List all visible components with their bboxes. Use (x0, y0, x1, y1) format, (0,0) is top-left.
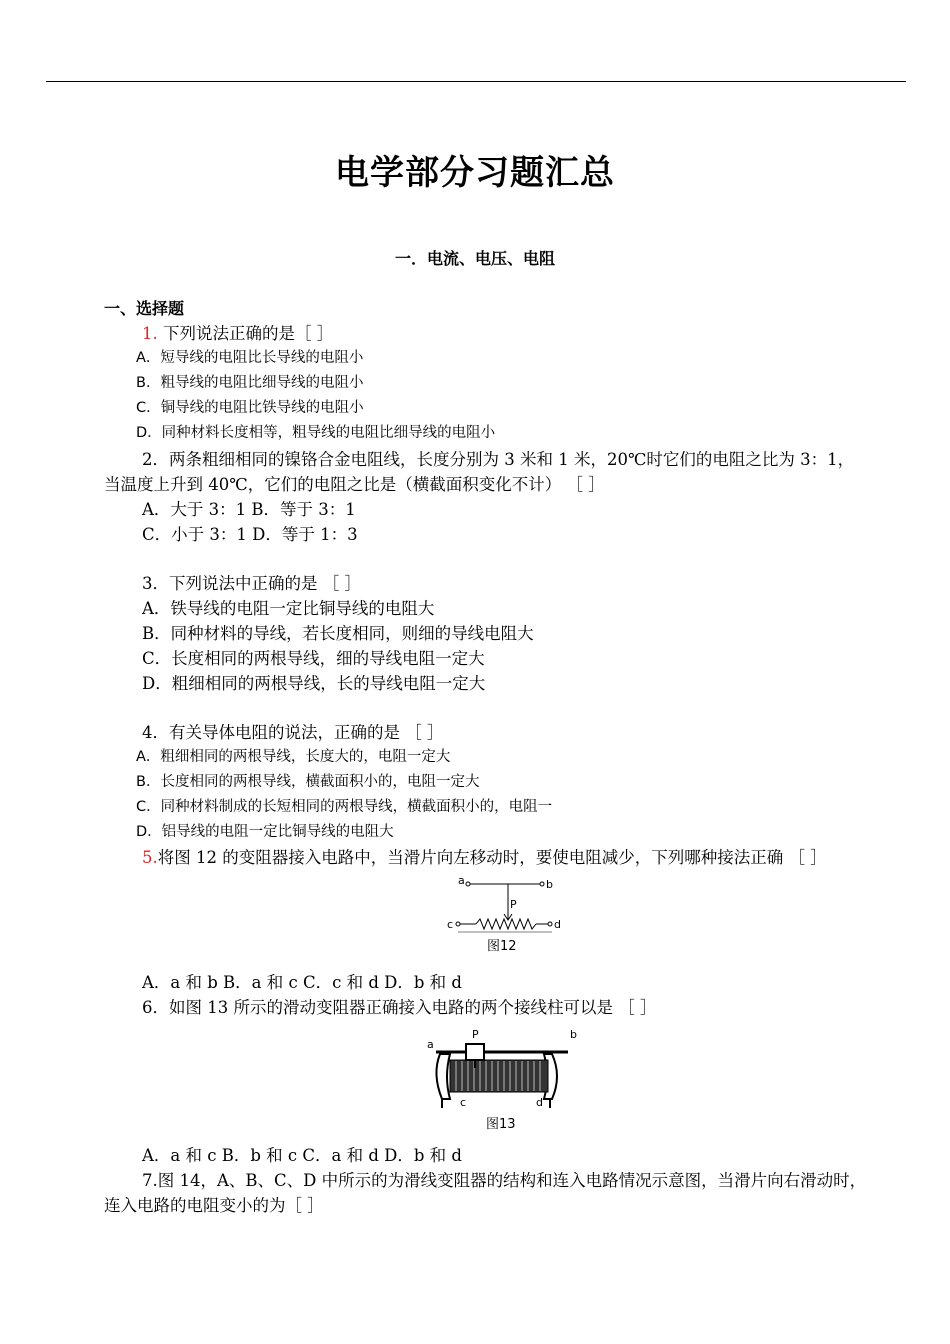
figure-12-label-b: b (546, 878, 553, 891)
question-4-stem: 4．有关导体电阻的说法，正确的是 ［ ］ (142, 723, 444, 742)
question-3-option-a: A．铁导线的电阻一定比铜导线的电阻大 (142, 599, 435, 618)
question-1-option-a: A．短导线的电阻比长导线的电阻小 (136, 350, 364, 366)
figure-12-caption: 图12 (487, 939, 517, 954)
figure-12-label-d: d (554, 918, 561, 931)
figure-13-caption: 图13 (486, 1117, 516, 1132)
question-4-option-d: D．铝导线的电阻一定比铜导线的电阻大 (136, 824, 394, 840)
figure-13-label-d: d (536, 1096, 543, 1109)
chapter-heading: 一．电流、电压、电阻 (394, 249, 555, 268)
figure-13-slide-rheostat-drawing (422, 1024, 587, 1134)
question-3-option-b: B．同种材料的导线，若长度相同，则细的导线电阻大 (142, 624, 534, 643)
question-1-stem (142, 320, 333, 344)
question-1-option-d: D．同种材料长度相等，粗导线的电阻比细导线的电阻小 (136, 425, 496, 441)
question-2-line-2: 当温度上升到 40℃，它们的电阻之比是（横截面积变化不计） ［ ］ (104, 475, 605, 494)
question-3-stem: 3．下列说法中正确的是 ［ ］ (142, 574, 361, 593)
question-2-options-cd: C．小于 3：1 D．等于 1：3 (142, 525, 358, 544)
question-7-line-2: 连入电路的电阻变小的为［ ］ (104, 1196, 324, 1215)
question-3-option-c: C．长度相同的两根导线，细的导线电阻一定大 (142, 649, 485, 668)
figure-13-label-p: P (472, 1028, 479, 1041)
question-5-options: A．a 和 b B．a 和 c C．c 和 d D．b 和 d (142, 973, 462, 992)
question-4-option-b: B．长度相同的两根导线，横截面积小的，电阻一定大 (136, 774, 480, 790)
question-6-options: A．a 和 c B．b 和 c C．a 和 d D．b 和 d (142, 1146, 462, 1165)
document-title: 电学部分习题汇总 (335, 153, 615, 193)
question-3-option-d: D．粗细相同的两根导线，长的导线电阻一定大 (142, 674, 486, 693)
question-5-number: 5. (142, 848, 158, 867)
figure-12-rheostat-diagram (440, 870, 570, 960)
question-5-stem (142, 844, 827, 868)
question-4-option-a: A．粗细相同的两根导线，长度大的，电阻一定大 (136, 749, 451, 765)
question-1-option-b: B．粗导线的电阻比细导线的电阻小 (136, 375, 364, 391)
figure-12-label-p: P (510, 898, 517, 911)
question-4-option-c: C．同种材料制成的长短相同的两根导线，横截面积小的，电阻一 (136, 799, 553, 815)
question-1-option-c: C．铜导线的电阻比铁导线的电阻小 (136, 400, 364, 416)
question-5-text: 将图 12 的变阻器接入电路中，当滑片向左移动时，要使电阻减少，下列哪种接法正确 ［ ］ (157, 848, 827, 867)
question-2-options-ab: A．大于 3：1 B．等于 3：1 (142, 500, 356, 519)
figure-12-label-a: a (458, 874, 465, 887)
question-1-text: 下列说法正确的是［ ］ (163, 324, 334, 343)
question-7-line-1: 7.图 14，A、B、C、D 中所示的为滑线变阻器的结构和连入电路情况示意图，当滑片向右滑动时， (142, 1171, 867, 1190)
figure-12-label-c: c (447, 918, 454, 931)
figure-13-label-c: c (460, 1096, 467, 1109)
figure-13-label-a: a (427, 1038, 434, 1051)
question-6-stem: 6．如图 13 所示的滑动变阻器正确接入电路的两个接线柱可以是 ［ ］ (142, 998, 657, 1017)
section-heading: 一、选择题 (104, 299, 185, 318)
header-rule (46, 81, 906, 82)
question-2-line-1: 2．两条粗细相同的镍铬合金电阻线，长度分别为 3 米和 1 米，20℃时它们的电阻之比为 3：1， (142, 450, 855, 469)
question-1-number: 1. (142, 324, 158, 343)
figure-13-label-b: b (570, 1028, 577, 1041)
